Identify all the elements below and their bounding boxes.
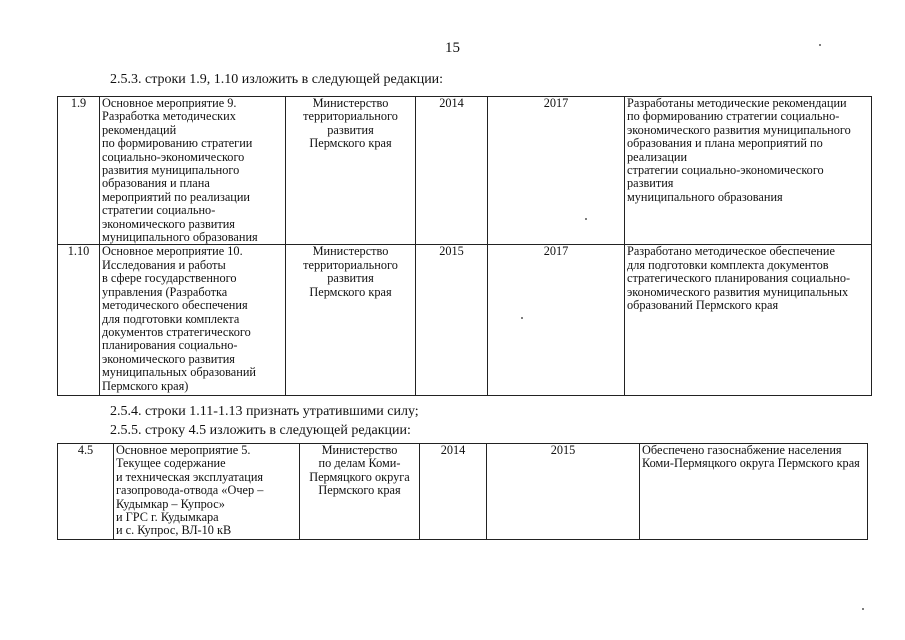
- start-year-cell: 2014: [416, 97, 488, 245]
- result-cell: Разработано методическое обеспечение для подготовки комплекта документов стратегического планирования социально- экономического развития муниципальных образований Пермского края: [625, 245, 872, 396]
- row-number: 4.5: [58, 444, 114, 540]
- paragraph-2-5-4: 2.5.4. строки 1.11-1.13 признать утратившими силу;: [110, 404, 419, 419]
- scan-speck: [521, 317, 523, 319]
- result-cell: Разработаны методические рекомендации по формированию стратегии социально- экономического развития муниципального образования и плана мероприятий по реализации стратегии социально-экономического развития муниципального образования: [625, 97, 872, 245]
- page-number: 15: [445, 40, 460, 56]
- end-year-cell: 2015: [487, 444, 640, 540]
- start-year-cell: 2015: [416, 245, 488, 396]
- table-row: [58, 245, 872, 396]
- paragraph-2-5-3: 2.5.3. строки 1.9, 1.10 изложить в следующей редакции:: [110, 72, 444, 87]
- event-cell: Основное мероприятие 10. Исследования и работы в сфере государственного управления (Разработка методического обеспечения для подготовки комплекта документов стратегического планирования социально- экономического развития муниципальных образований Пермского края): [100, 245, 286, 396]
- table-row: [58, 97, 872, 245]
- end-year-cell: 2017: [488, 97, 625, 245]
- paragraph-2-5-5: 2.5.5. строку 4.5 изложить в следующей редакции:: [110, 423, 411, 438]
- table-rows-1-9-1-10: [57, 96, 872, 396]
- result-cell: Обеспечено газоснабжение населения Коми-Пермяцкого округа Пермского края: [640, 444, 868, 540]
- event-cell: Основное мероприятие 5. Текущее содержание и техническая эксплуатация газопровода-отвода «Очер – Кудымкар – Купрос» и ГРС г. Кудымкара и с. Купрос, ВЛ-10 кВ: [114, 444, 300, 540]
- table-row: [58, 444, 868, 540]
- end-year-cell: 2017: [488, 245, 625, 396]
- start-year-cell: 2014: [420, 444, 487, 540]
- scan-speck: [819, 44, 821, 46]
- executor-cell: Министерство территориального развития Пермского края: [286, 97, 416, 245]
- table-row-4-5: [57, 443, 868, 540]
- event-cell: Основное мероприятие 9. Разработка методических рекомендаций по формированию стратегии социально-экономического развития муниципального образования и плана мероприятий по реализации стратегии социально- экономического развития муниципального образования: [100, 97, 286, 245]
- scan-speck: [585, 218, 587, 220]
- row-number: 1.10: [58, 245, 100, 396]
- scan-speck: [862, 608, 864, 610]
- row-number: 1.9: [58, 97, 100, 245]
- executor-cell: Министерство по делам Коми- Пермяцкого округа Пермского края: [300, 444, 420, 540]
- executor-cell: Министерство территориального развития Пермского края: [286, 245, 416, 396]
